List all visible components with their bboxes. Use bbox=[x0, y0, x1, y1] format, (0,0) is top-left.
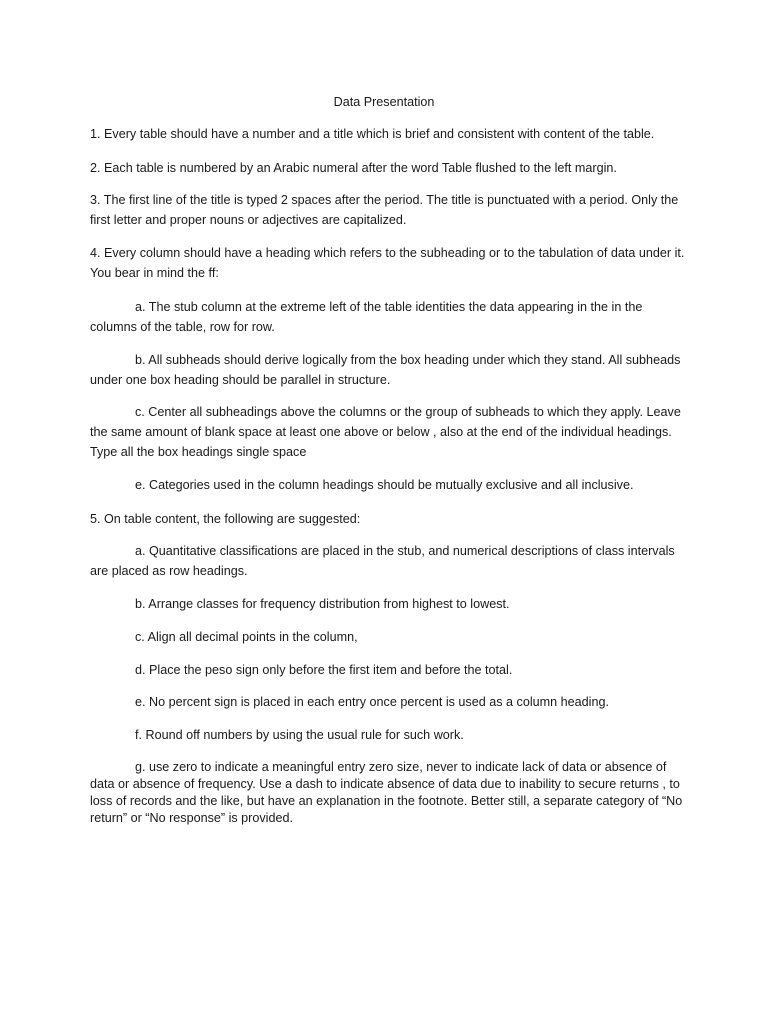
paragraph-4b: b. All subheads should derive logically from the box heading under which they stand. All subheads under one box heading should be parallel in structure. bbox=[90, 353, 681, 387]
paragraph-4a: a. The stub column at the extreme left of the table identities the data appearing in the in the columns of the table, row for row. bbox=[90, 300, 643, 334]
paragraph-4c: c. Center all subheadings above the columns or the group of subheads to which they apply. Leave the same amount of blank space at least one above or below , also at the end of the individual headings. Type all the box headings single space bbox=[90, 405, 681, 459]
paragraph-5f: f. Round off numbers by using the usual rule for such work. bbox=[135, 728, 464, 742]
paragraph-2: 2. Each table is numbered by an Arabic numeral after the word Table flushed to the left margin. bbox=[90, 161, 617, 175]
paragraph-5e: e. No percent sign is placed in each entry once percent is used as a column heading. bbox=[135, 695, 609, 709]
paragraph-4: 4. Every column should have a heading which refers to the subheading or to the tabulation of data under it. You bear in mind the ff: bbox=[90, 246, 685, 280]
paragraph-5a: a. Quantitative classifications are placed in the stub, and numerical descriptions of class intervals are placed as row headings. bbox=[90, 544, 675, 578]
paragraph-3: 3. The first line of the title is typed 2 spaces after the period. The title is punctuated with a period. Only the first letter and proper nouns or adjectives are capitalized. bbox=[90, 193, 679, 227]
paragraph-5g: g. use zero to indicate a meaningful entry zero size, never to indicate lack of data or absence of data or absence of frequency. Use a dash to indicate absence of data due to inability to secure returns , to loss of records and the like, but have an explanation in the footnote. Better still, a separate category of “No return” or “No response” is provided. bbox=[90, 760, 683, 825]
paragraph-5d: d. Place the peso sign only before the first item and before the total. bbox=[135, 663, 513, 677]
paragraph-5c: c. Align all decimal points in the column, bbox=[135, 630, 358, 644]
page-title: Data Presentation bbox=[333, 95, 435, 109]
paragraph-4e: e. Categories used in the column headings should be mutually exclusive and all inclusive. bbox=[135, 478, 634, 492]
paragraph-1: 1. Every table should have a number and a title which is brief and consistent with content of the table. bbox=[90, 127, 655, 141]
paragraph-5: 5. On table content, the following are suggested: bbox=[90, 512, 361, 526]
paragraph-5b: b. Arrange classes for frequency distribution from highest to lowest. bbox=[135, 597, 510, 611]
